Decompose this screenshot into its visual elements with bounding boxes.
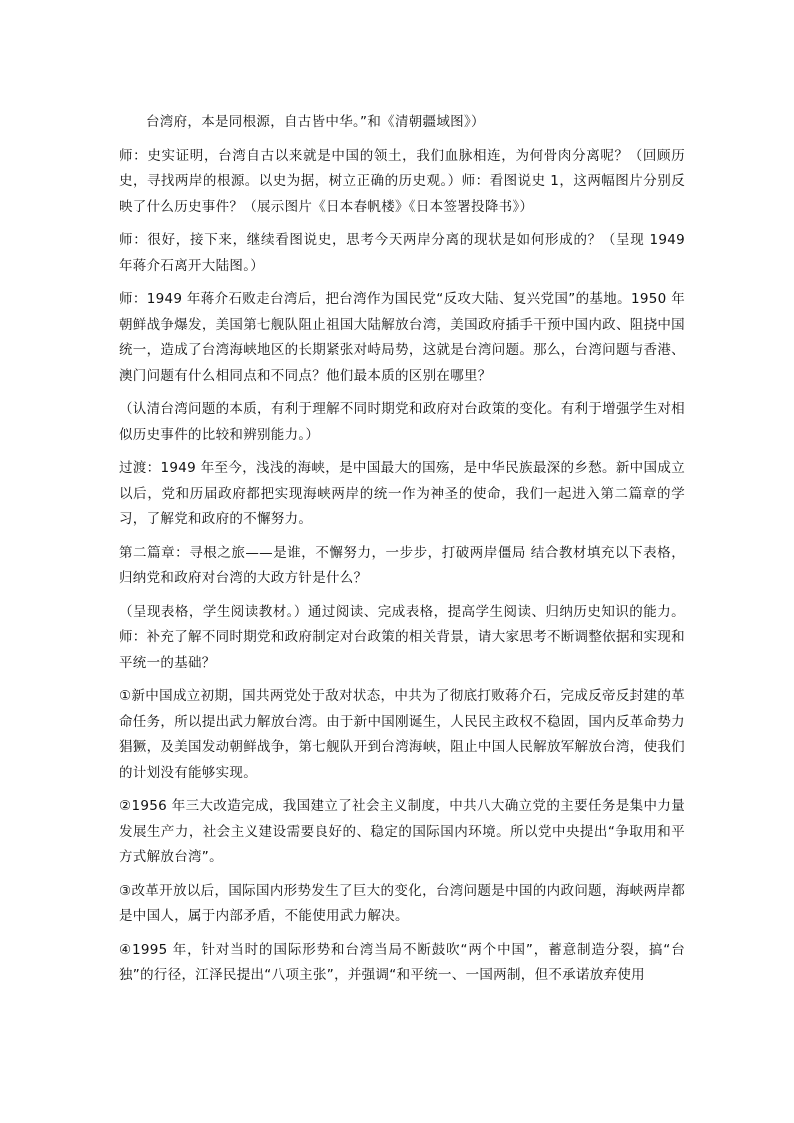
paragraph-5: （认清台湾问题的本质，有利于理解不同时期党和政府对台政策的变化。有利于增强学生对相似历史事件的比较和辨别能力。） (119, 401, 685, 443)
paragraph-7: 第二篇章：寻根之旅——是谁，不懈努力，一步步，打破两岸僵局 结合教材填充以下表格，归纳党和政府对台湾的大政方针是什么？ (119, 544, 685, 586)
paragraph-1: 台湾府，本是同根源，自古皆中华。”和《清朝疆域图》） (146, 114, 485, 130)
paragraph-9: ①新中国成立初期，国共两党处于敌对状态，中共为了彻底打败蒋介石，完成反帝反封建的革命任务，所以提出武力解放台湾。由于新中国刚诞生，人民民主政权不稳固，国内反革命势力猖獗，及美国发动朝鲜战争，第七舰队开到台湾海峡，阻止中国人民解放军解放台湾，使我们的计划没有能够实现。 (119, 688, 685, 781)
paragraph-6: 过渡：1949 年至今，浅浅的海峡，是中国最大的国殇，是中华民族最深的乡愁。新中国成立以后，党和历届政府都把实现海峡两岸的统一作为神圣的使命，我们一起进入第二篇章的学习，了解党和政府的不懈努力。 (119, 460, 685, 527)
paragraph-10: ②1956 年三大改造完成，我国建立了社会主义制度，中共八大确立党的主要任务是集中力量发展生产力，社会主义建设需要良好的、稳定的国际国内环境。所以党中央提出“争取用和平方式解放台湾”。 (119, 798, 685, 865)
paragraph-3: 师：很好，接下来，继续看图说史，思考今天两岸分离的现状是如何形成的？（呈现 1949 年蒋介石离开大陆图。） (119, 232, 685, 274)
document-page (119, 110, 685, 989)
paragraph-4: 师：1949 年蒋介石败走台湾后，把台湾作为国民党“反攻大陆、复兴党国”的基地。1950 年朝鲜战争爆发，美国第七舰队阻止祖国大陆解放台湾，美国政府插手干预中国内政、阻挠中国统一，造成了台湾海峡地区的长期紧张对峙局势，这就是台湾问题。那么，台湾问题与香港、澳门问题有什么相同点和不同点？他们最本质的区别在哪里？ (119, 291, 685, 384)
paragraph-8: （呈现表格，学生阅读教材。）通过阅读、完成表格，提高学生阅读、归纳历史知识的能力。师：补充了解不同时期党和政府制定对台政策的相关背景，请大家思考不断调整依据和实现和平统一的基础？ (119, 603, 685, 671)
paragraph-2: 师：史实证明，台湾自古以来就是中国的领土，我们血脉相连，为何骨肉分离呢？（回顾历史，寻找两岸的根源。以史为据，树立正确的历史观。）师：看图说史 1，这两幅图片分别反映了什么历史事件？（展示图片《日本春帆楼》《日本签署投降书》） (119, 147, 685, 215)
paragraph-12: ④1995 年，针对当时的国际形势和台湾当局不断鼓吹“两个中国”，蓄意制造分裂，搞“台独”的行径，江泽民提出“八项主张”，并强调“和平统一、一国两制，但不承诺放弃使用 (119, 941, 685, 983)
paragraph-11: ③改革开放以后，国际国内形势发生了巨大的变化，台湾问题是中国的内政问题，海峡两岸都是中国人，属于内部矛盾，不能使用武力解决。 (119, 882, 685, 924)
